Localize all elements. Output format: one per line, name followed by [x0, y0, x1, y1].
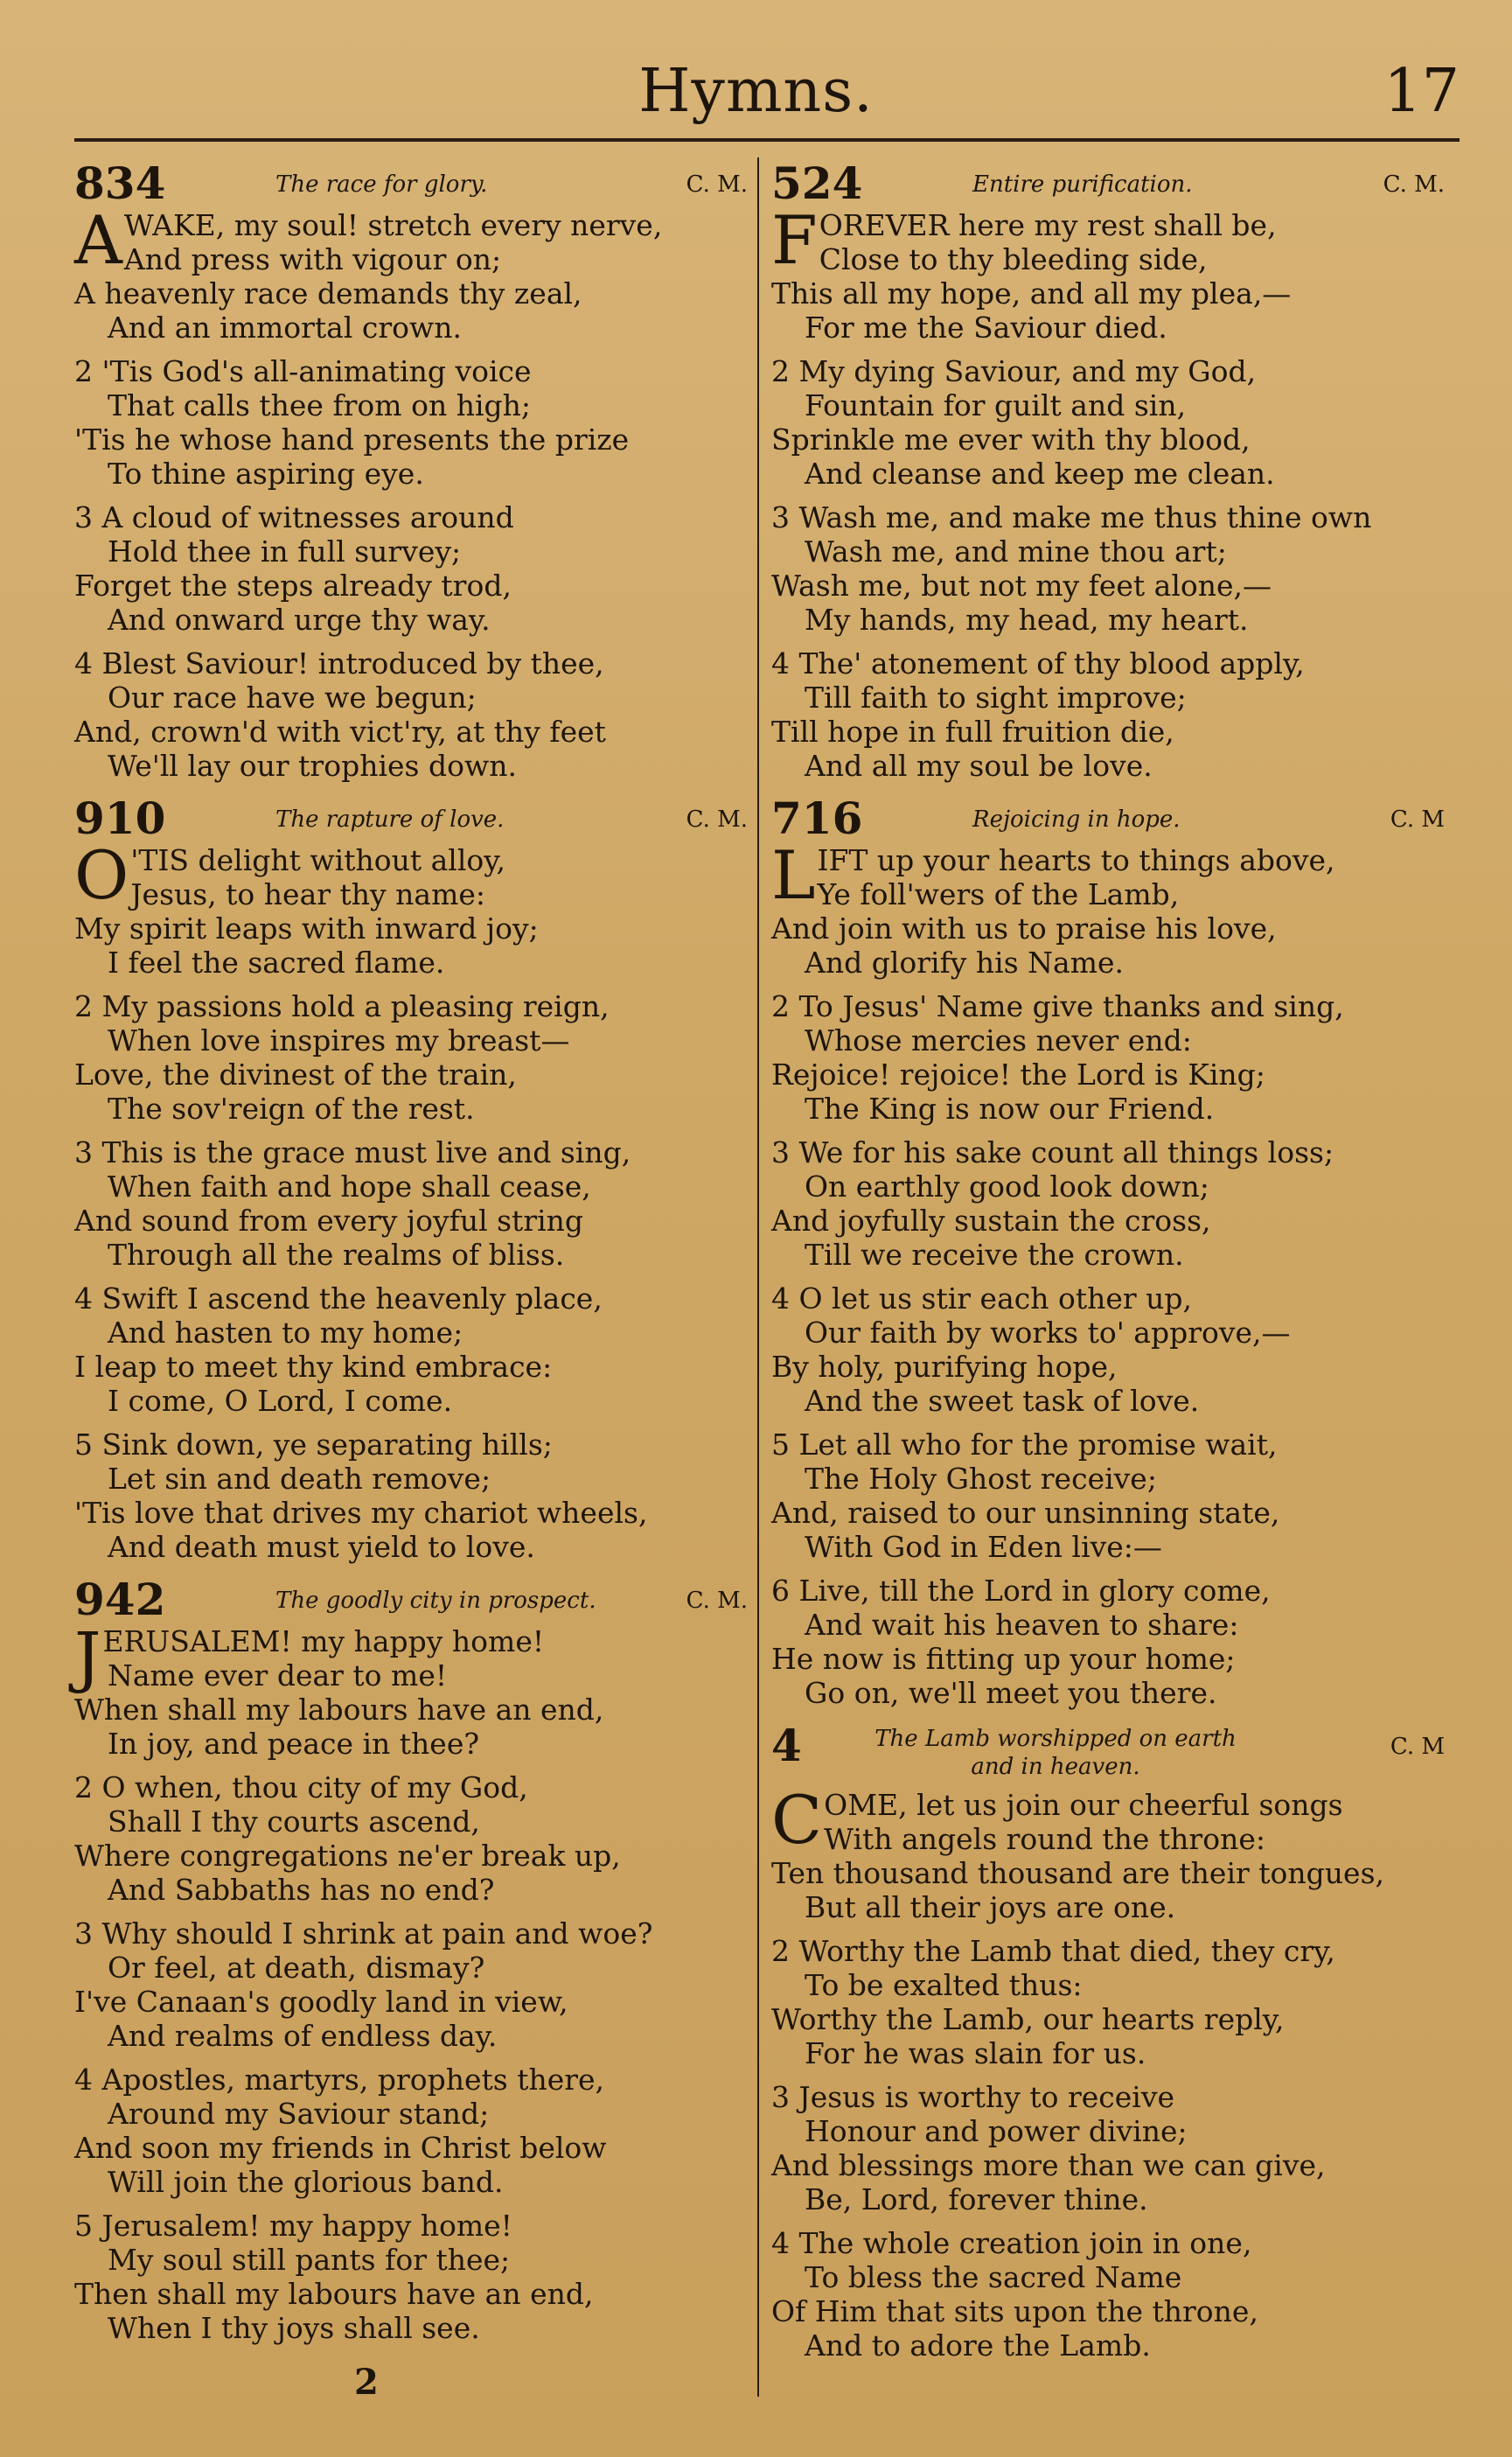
verse-line: 2 To Jesus' Name give thanks and sing,: [771, 989, 1344, 1023]
hymn-header: [74, 792, 748, 843]
verse-line: The Holy Ghost receive;: [805, 1462, 1157, 1496]
hymn-number: 942: [74, 1574, 166, 1625]
verse-line: 2 My passions hold a pleasing reign,: [74, 989, 610, 1023]
right-column: [771, 157, 1445, 2372]
verse-line: Be, Lord, forever thine.: [805, 2182, 1148, 2216]
verse-line: 5 Let all who for the promise wait,: [771, 1427, 1278, 1462]
verse-line: The sov'reign of the rest.: [108, 1092, 475, 1126]
verse-line: 5 Sink down, ye separating hills;: [74, 1427, 553, 1462]
verse-line: He now is fitting up your home;: [771, 1642, 1236, 1676]
verse-line: I leap to meet thy kind embrace:: [74, 1350, 553, 1384]
hymn: [771, 1720, 1445, 2363]
verse-line: And death must yield to love.: [108, 1530, 535, 1564]
verse-line: 4 Blest Saviour! introduced by thee,: [74, 646, 604, 681]
hymn-number: 910: [74, 792, 166, 844]
verse-line: And all my soul be love.: [805, 749, 1153, 783]
verse: [74, 1916, 748, 2053]
hymn-number: 716: [771, 792, 863, 844]
verse: [74, 836, 748, 980]
drop-cap: L: [771, 836, 816, 914]
verse: [74, 1617, 748, 1761]
verse-line: And, raised to our unsinning state,: [771, 1496, 1280, 1530]
verse: [771, 646, 1445, 783]
verse-line-text: WAKE, my soul! stretch every nerve,: [123, 208, 663, 242]
verse: [771, 1427, 1445, 1564]
verse-line: 3 We for his sake count all things loss;: [771, 1135, 1334, 1169]
hymn: [771, 792, 1445, 1710]
verse-line: To bless the sacred Name: [805, 2260, 1182, 2294]
verse-line: Will join the glorious band.: [108, 2165, 504, 2199]
verse-line: By holy, purifying hope,: [771, 1350, 1118, 1384]
verse-line: 3 Wash me, and make me thus thine own: [771, 500, 1372, 534]
verse-line: With angels round the throne:: [824, 1822, 1265, 1856]
verse-line: I feel the sacred flame.: [108, 946, 445, 980]
hymn-number: 4: [771, 1720, 802, 1771]
verse-line: Our race have we begun;: [108, 681, 477, 715]
verse-line-text: IFT up your hearts to things above,: [817, 843, 1335, 877]
verse: [771, 1281, 1445, 1418]
hymn-title: The goodly city in prospect.: [275, 1588, 596, 1614]
verse-line: 4 The whole creation join in one,: [771, 2226, 1252, 2260]
hymn-meter: C. M: [1390, 1734, 1445, 1760]
verse-line: 4 Apostles, martyrs, prophets there,: [74, 2063, 605, 2097]
verse-line: 2 'Tis God's all-animating voice: [74, 354, 532, 388]
verse-line: Through all the realms of bliss.: [108, 1238, 565, 1272]
verse-line: A heavenly race demands thy zeal,: [74, 276, 582, 311]
verse-line: With God in Eden live:—: [805, 1530, 1162, 1564]
verse-line: And onward urge thy way.: [108, 603, 491, 637]
verse-line: I come, O Lord, I come.: [108, 1384, 453, 1418]
verse: [771, 201, 1445, 345]
verse: [74, 1281, 748, 1418]
hymn-meter: C. M.: [686, 1588, 748, 1614]
verse-line: And sound from every joyful string: [74, 1204, 584, 1238]
verse: [74, 989, 748, 1126]
verse-line: And to adore the Lamb.: [805, 2328, 1151, 2363]
column-divider: [757, 157, 759, 2397]
hymn-header: [74, 157, 748, 208]
verse-line: Or feel, at death, dismay?: [108, 1951, 485, 1985]
verse-line: I've Canaan's goodly land in view,: [74, 1985, 568, 2019]
verse-line: And join with us to praise his love,: [771, 911, 1277, 946]
hymn-meter: C. M: [1390, 806, 1445, 833]
verse-line: Till faith to sight improve;: [805, 681, 1187, 715]
verse-line: 3 This is the grace must live and sing,: [74, 1135, 631, 1169]
hymn-meter: C. M.: [686, 806, 748, 833]
left-column: [74, 157, 748, 2355]
verse-line: And soon my friends in Christ below: [74, 2131, 607, 2165]
verse-line-text: OREVER here my rest shall be,: [819, 208, 1277, 242]
verse: [74, 500, 748, 637]
verse-line: Of Him that sits upon the throne,: [771, 2294, 1258, 2328]
verse: [74, 646, 748, 783]
folio-signature: 2: [354, 2362, 379, 2403]
drop-cap: F: [771, 201, 818, 279]
verse-line: And Sabbaths has no end?: [108, 1873, 495, 1907]
verse-line: 4 The' atonement of thy blood apply,: [771, 646, 1305, 681]
verse-line: And realms of endless day.: [108, 2019, 498, 2053]
verse-line: Close to thy bleeding side,: [819, 242, 1208, 276]
verse-line: Hold thee in full survey;: [108, 534, 462, 569]
verse-line: We'll lay our trophies down.: [108, 749, 517, 783]
hymn-number: 524: [771, 157, 863, 209]
verse-line: 'Tis love that drives my chariot wheels,: [74, 1496, 648, 1530]
verse-line: Then shall my labours have an end,: [74, 2277, 594, 2311]
verse-line: Till we receive the crown.: [805, 1238, 1184, 1272]
verse-line: And an immortal crown.: [108, 311, 462, 345]
verse-line: 6 Live, till the Lord in glory come,: [771, 1574, 1271, 1608]
hymn-meter: C. M.: [1383, 171, 1445, 198]
verse-line: 3 Why should I shrink at pain and woe?: [74, 1916, 653, 1951]
verse-line: When love inspires my breast—: [108, 1023, 570, 1057]
verse-line: Shall I thy courts ascend,: [108, 1804, 480, 1839]
hymn-title: The rapture of love.: [275, 806, 505, 833]
verse: [771, 354, 1445, 491]
verse-line: And wait his heaven to share:: [805, 1608, 1239, 1642]
verse-line: For he was slain for us.: [805, 2036, 1146, 2070]
verse-line-text: 'TIS delight without alloy,: [130, 843, 506, 877]
verse-line: And joyfully sustain the cross,: [771, 1204, 1211, 1238]
verse: [771, 836, 1445, 980]
verse-line: Forget the steps already trod,: [74, 569, 512, 603]
hymn-title: The race for glory.: [275, 171, 488, 198]
hymn-header: [771, 792, 1445, 843]
verse: [74, 2209, 748, 2345]
hymn-header: [74, 1574, 748, 1624]
verse: [74, 1770, 748, 1907]
verse-line: 5 Jerusalem! my happy home!: [74, 2209, 512, 2243]
verse-line: To thine aspiring eye.: [108, 457, 424, 491]
verse-line: For me the Saviour died.: [805, 311, 1167, 345]
verse-line: This all my hope, and all my plea,—: [771, 276, 1292, 311]
verse-line: That calls thee from on high;: [108, 388, 531, 422]
verse-line: Worthy the Lamb, our hearts reply,: [771, 2002, 1285, 2036]
verse-line: On earthly good look down;: [805, 1169, 1209, 1204]
verse-line: Love, the divinest of the train,: [74, 1057, 517, 1092]
verse: [74, 2063, 748, 2199]
verse: [771, 1574, 1445, 1710]
verse-line: When shall my labours have an end,: [74, 1693, 604, 1727]
verse-line: 4 O let us stir each other up,: [771, 1281, 1193, 1316]
verse: [74, 1135, 748, 1272]
verse: [74, 1427, 748, 1564]
verse-line: And the sweet task of love.: [805, 1384, 1200, 1418]
verse-line: Wash me, but not my feet alone,—: [771, 569, 1272, 603]
verse-line: But all their joys are one.: [805, 1890, 1176, 1924]
hymn: [74, 792, 748, 1564]
verse-line-text: OME, let us join our cheerful songs: [824, 1788, 1343, 1822]
verse: [771, 1781, 1445, 1924]
verse-line: Where congregations ne'er break up,: [74, 1839, 621, 1873]
verse-line: And press with vigour on;: [123, 242, 502, 276]
header-rule: [74, 138, 1460, 142]
verse: [771, 2226, 1445, 2363]
verse-line: And cleanse and keep me clean.: [805, 457, 1275, 491]
drop-cap: J: [74, 1617, 101, 1695]
verse-line: And hasten to my home;: [108, 1316, 463, 1350]
verse-line: Ten thousand thousand are their tongues,: [771, 1856, 1384, 1890]
verse-line: Let sin and death remove;: [108, 1462, 491, 1496]
hymn: [74, 157, 748, 783]
verse-line: 4 Swift I ascend the heavenly place,: [74, 1281, 603, 1316]
verse-line: In joy, and peace in thee?: [108, 1727, 480, 1761]
verse-line: The King is now our Friend.: [805, 1092, 1215, 1126]
verse-line: My hands, my head, my heart.: [805, 603, 1249, 637]
verse-line-text: ERUSALEM! my happy home!: [102, 1624, 545, 1658]
hymn-title: The Lamb worshipped on earth and in heaven.: [874, 1726, 1237, 1780]
drop-cap: A: [74, 201, 122, 279]
verse-line: 'Tis he whose hand presents the prize: [74, 422, 630, 457]
hymn-header: [771, 157, 1445, 208]
verse: [771, 2080, 1445, 2216]
verse-line: When faith and hope shall cease,: [108, 1169, 591, 1204]
verse-line: Fountain for guilt and sin,: [805, 388, 1187, 422]
hymn-title: Rejoicing in hope.: [972, 806, 1181, 833]
verse: [74, 354, 748, 491]
drop-cap: O: [74, 836, 129, 914]
verse-line: Ye foll'wers of the Lamb,: [817, 877, 1180, 911]
verse-line: My spirit leaps with inward joy;: [74, 911, 539, 946]
hymn-meter: C. M.: [686, 171, 748, 198]
verse-line: 3 Jesus is worthy to receive: [771, 2080, 1175, 2114]
verse: [74, 201, 748, 345]
hymn-title: Entire purification.: [972, 171, 1193, 198]
verse-line: Go on, we'll meet you there.: [805, 1676, 1217, 1710]
verse-line: Name ever dear to me!: [108, 1658, 448, 1693]
verse-line: 3 A cloud of witnesses around: [74, 500, 514, 534]
hymn: [771, 157, 1445, 783]
verse-line: And, crown'd with vict'ry, at thy feet: [74, 715, 606, 749]
verse-line: And glorify his Name.: [805, 946, 1125, 980]
verse-line: 2 O when, thou city of my God,: [74, 1770, 528, 1804]
verse-line: Jesus, to hear thy name:: [130, 877, 486, 911]
verse-line: Till hope in full fruition die,: [771, 715, 1174, 749]
page-number: 17: [1383, 57, 1460, 126]
verse-line: Rejoice! rejoice! the Lord is King;: [771, 1057, 1265, 1092]
verse: [771, 1135, 1445, 1272]
verse-line: Wash me, and mine thou art;: [805, 534, 1227, 569]
verse-line: When I thy joys shall see.: [108, 2311, 480, 2345]
verse-line: My soul still pants for thee;: [108, 2243, 511, 2277]
hymn-number: 834: [74, 157, 166, 209]
verse-line: 2 My dying Saviour, and my God,: [771, 354, 1257, 388]
verse: [771, 500, 1445, 637]
verse-line: To be exalted thus:: [805, 1968, 1083, 2002]
verse-line: Our faith by works to' approve,—: [805, 1316, 1291, 1350]
verse-line: Around my Saviour stand;: [108, 2097, 490, 2131]
drop-cap: C: [771, 1781, 823, 1859]
verse-line: Whose mercies never end:: [805, 1023, 1192, 1057]
verse-line: 2 Worthy the Lamb that died, they cry,: [771, 1934, 1335, 1968]
page-title: Hymns.: [638, 57, 874, 126]
verse: [771, 989, 1445, 1126]
verse-line: Sprinkle me ever with thy blood,: [771, 422, 1251, 457]
hymn-header: [771, 1720, 1445, 1788]
verse: [771, 1934, 1445, 2070]
page-header: [52, 52, 1460, 136]
verse-line: Honour and power divine;: [805, 2114, 1188, 2148]
hymn: [74, 1574, 748, 2345]
verse-line: And blessings more than we can give,: [771, 2148, 1326, 2182]
